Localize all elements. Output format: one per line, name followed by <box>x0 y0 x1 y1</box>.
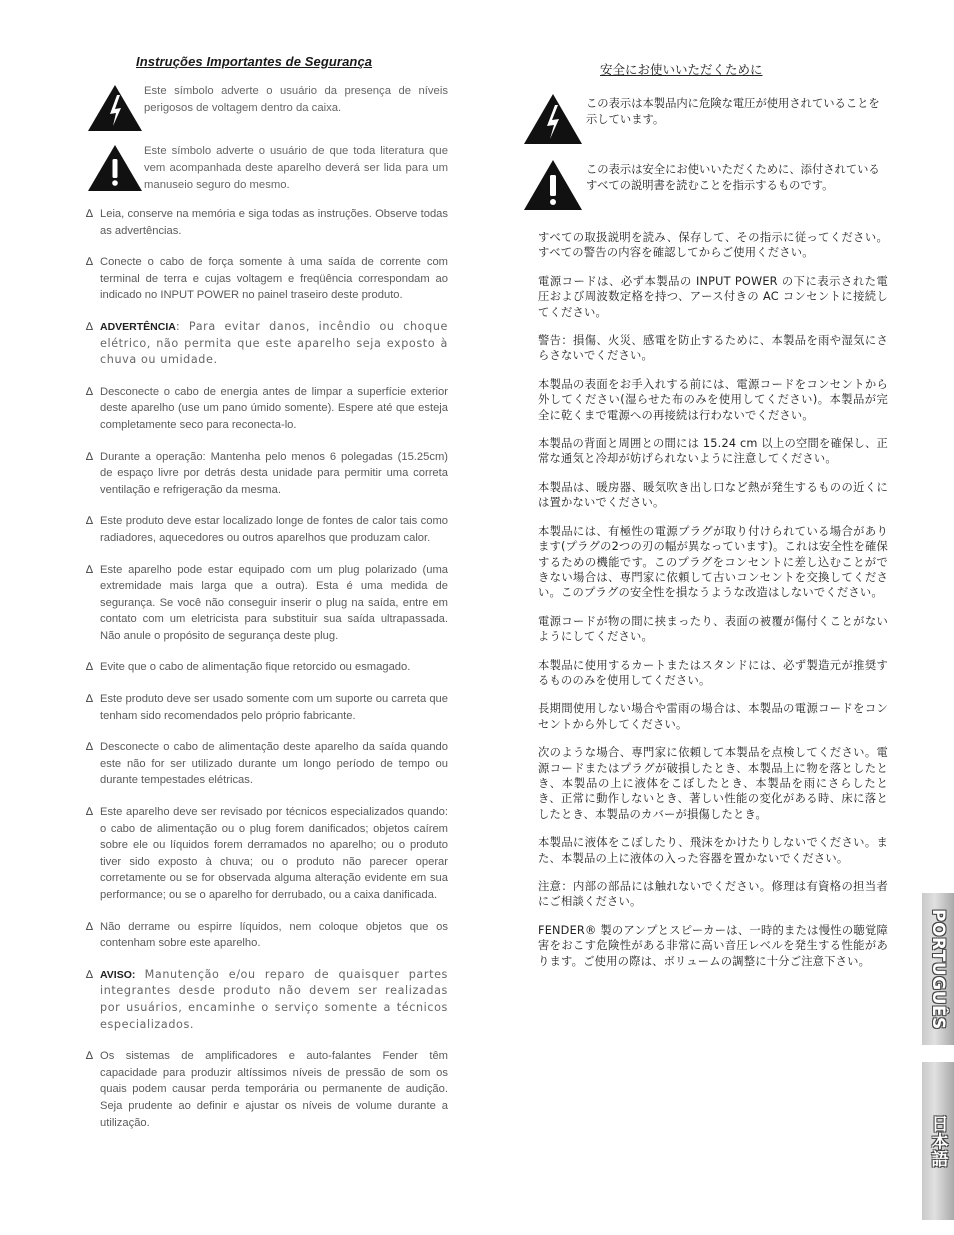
portuguese-section <box>86 54 448 1146</box>
list-item: 電源コードが物の間に挟まったり、表面の被覆が傷付くことがないようにしてください。 <box>538 614 888 644</box>
list-item: ∆ Os sistemas de amplificadores e auto-falantes Fender têm capacidade para produzir altíssimos níveis de pressão de som os quais podem causar perda temporária ou permanente de audição. Seja prudente ao definir e ajustar os níveis de volume durante a utilização. <box>86 1050 448 1129</box>
list-item: すべての取扱説明を読み、保存して、その指示に従ってください。すべての警告の内容を確認してからご使用ください。 <box>538 231 888 260</box>
tab-japanese-label: 日本語 <box>927 1114 948 1168</box>
list-item: ∆ Este produto deve ser usado somente com um suporte ou carreta que tenham sido recomendados pelo próprio fabricante. <box>86 693 448 722</box>
list-item: 本製品の背面と周囲との間には 15.24 cm 以上の空間を確保し、正常な通気と冷却が妨げられないように注意してください。 <box>538 437 888 466</box>
notice-label: AVISO: <box>100 968 136 981</box>
jp-exclamation-symbol-text: この表示は安全にお使いいただくために、添付されているすべての説明書を読むことを指示するものです。 <box>586 163 880 192</box>
list-item: 本製品は、暖房器、暖気吹き出し口など熱が発生するものの近くには置かないでください。 <box>538 480 888 510</box>
japanese-title: 安全にお使いいただくために <box>600 62 763 77</box>
list-item: ∆ Desconecte o cabo de energia antes de limpar a superfície exterior deste aparelho (use um pano úmido somente). Espere até que esteja completamente seco para reconecta-lo. <box>86 385 448 431</box>
list-item: ∆ Desconecte o cabo de alimentação deste aparelho da saída quando este não for ser utilizado durante um longo período de tempo ou durante tempestades elétricas. <box>86 741 448 787</box>
japanese-section <box>520 60 888 982</box>
list-item: ∆ Evite que o cabo de alimentação fique retorcido ou esmagado. <box>86 661 411 674</box>
list-item: ∆ Este aparelho pode estar equipado com um plug polarizado (uma extremidade mais larga que a outra). Esta é uma medida de segurança. Se você não conseguir inserir o plug na saída, entre em contato com um eletricista para substituir sua saída ultrapassada. Não anule o propósito de segurança deste plug. <box>86 563 448 642</box>
tab-portuguese-label: PORTUGUÊS <box>928 908 948 1030</box>
list-item: ∆ Conecte o cabo de força somente à uma saída de corrente com terminal de terra e cujas voltagem e freqüência correspondam ao indicado no INPUT POWER no painel traseiro deste produto. <box>86 256 448 302</box>
portuguese-instructions-list <box>86 206 448 1131</box>
list-item: ∆ Durante a operação: Mantenha pelo menos 6 polegadas (15.25cm) de espaço livre por detrás desta unidade para permitir uma correta ventilação e refrigeração da mesma. <box>86 450 448 496</box>
lightning-symbol-text: Este símbolo adverte o usuário da presença de níveis perigosos de voltagem dentro da caixa. <box>144 85 448 114</box>
notice-item: ∆ AVISO: Manutenção e/ou reparo de quaisquer partes integrantes desde produto não devem ser realizadas por usuários, encaminhe o serviço somente a técnicos especializados. <box>86 967 448 1031</box>
list-item: 本製品に使用するカートまたはスタンドには、必ず製造元が推奨するもののみを使用してください。 <box>538 658 888 687</box>
list-item: 長期間使用しない場合や雷雨の場合は、本製品の電源コードをコンセントから外してください。 <box>538 702 888 731</box>
warning-item: ∆ ADVERTÊNCIA: Para evitar danos, incêndio ou choque elétrico, não permita que este aparelho seja exposto à chuva ou umidade. <box>86 319 448 367</box>
lightning-symbol-row <box>86 83 448 133</box>
list-item: ∆ Este produto deve estar localizado longe de fontes de calor tais como radiadores, aquecedores ou outros aparelhos que produzam calor. <box>86 515 448 544</box>
lightning-warning-icon <box>520 92 586 146</box>
tab-japanese[interactable] <box>922 1062 954 1220</box>
list-item: ∆ Não derrame ou espirre líquidos, nem coloque objetos que os contenham sobre este aparelho. <box>86 920 448 950</box>
jp-lightning-symbol-text: この表示は本製品内に危険な電圧が使用されていることを示しています。 <box>586 97 880 126</box>
jp-lightning-symbol-row <box>520 92 888 146</box>
list-item: 次のような場合、専門家に依頼して本製品を点検してください。電源コードまたはプラグが破損したとき、本製品上に物を落としたとき、本製品の上に液体をこぼしたとき、本製品を雨にさらしたとき、正常に動作しないとき、著しい性能の変化がある時、床に落としたとき、本製品のカバーが損傷したとき。 <box>538 746 888 821</box>
exclamation-symbol-row <box>86 143 448 194</box>
list-item: 本製品に液体をこぼしたり、飛沫をかけたりしないでください。また、本製品の上に液体の入った容器を置かないでください。 <box>538 836 888 865</box>
list-item: ∆ Este aparelho deve ser revisado por técnicos especializados quando: o cabo de alimentação ou o plug forem danificados; objetos caírem sobre ele ou líquidos forem derramados no aparelho; ou o produto tiver sido exposto à chuva; ou o produto não parecer operar corretamente ou se for observada alguma alteração evidente em sua performance; ou se o aparelho for derrubado, ou a caixa danificada. <box>86 806 448 901</box>
japanese-instructions-list <box>520 230 888 969</box>
portuguese-title: Instruções Importantes de Segurança <box>136 54 373 69</box>
list-item: FENDER® 製のアンプとスピーカーは、一時的または慢性の聴覚障害をおこす危険性がある非常に高い音圧レベルを発生する性能があります。ご使用の際は、ボリュームの調整に十分ご注意下さい。 <box>538 923 888 968</box>
jp-exclamation-symbol-row <box>520 158 888 212</box>
list-item: ∆ Leia, conserve na memória e siga todas as instruções. Observe todas as advertências. <box>86 208 448 237</box>
lightning-warning-icon <box>86 83 144 133</box>
tab-portuguese[interactable] <box>922 893 954 1045</box>
exclamation-warning-icon <box>86 143 144 193</box>
list-item: 本製品の表面をお手入れする前には、電源コードをコンセントから外してください(湿らせた布のみを使用してください)。本製品が完全に乾くまで電源への再接続は行わないでください。 <box>538 377 888 422</box>
exclamation-symbol-text: Este símbolo adverte o usuário de que toda literatura que vem acompanhada deste aparelho deverá ser lida para um manuseio seguro do mesmo. <box>144 145 448 191</box>
list-item: 本製品には、有極性の電源プラグが取り付けられている場合があります(プラグの2つの刃の幅が異なっています)。これは安全性を確保するための機能です。このプラグをコンセントに差し込むことができない場合は、専門家に依頼して古いコンセントを交換してください。このプラグの安全性を損なうような改造はしないでください。 <box>538 524 889 600</box>
warning-label: ADVERTÊNCIA <box>100 320 176 333</box>
list-item: 電源コードは、必ず本製品の INPUT POWER の下に表示された電圧および周波数定格を持つ、アース付きの AC コンセントに接続してください。 <box>538 274 888 319</box>
list-item: 注意：内部の部品には触れないでください。修理は有資格の担当者にご相談ください。 <box>538 880 888 909</box>
list-item: 警告：損傷、火災、感電を防止するために、本製品を雨や湿気にさらさないでください。 <box>538 334 888 363</box>
exclamation-warning-icon <box>520 158 586 212</box>
